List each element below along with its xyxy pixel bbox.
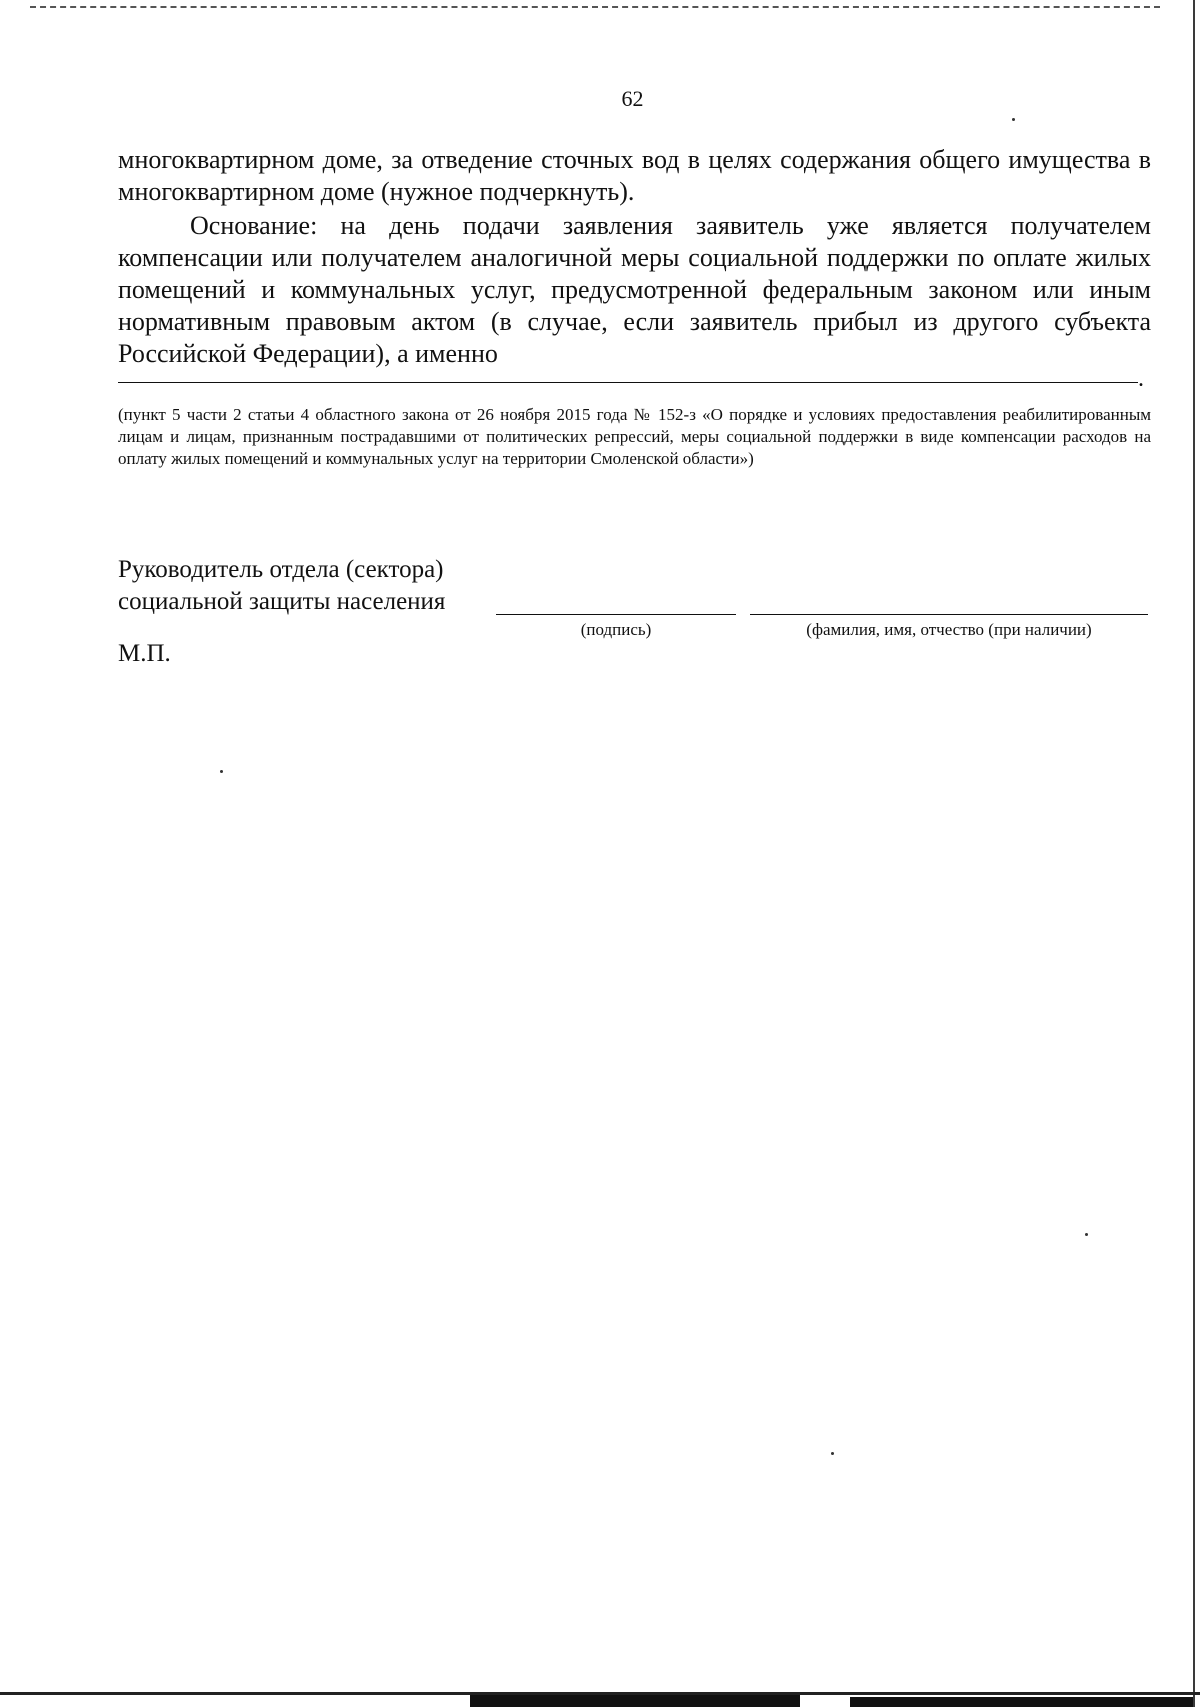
scan-speck: [220, 770, 223, 773]
paragraph-basis: Основание: на день подачи заявления заявитель уже является получателем компенсации или получателем аналогичной меры социальной поддержки по оплате жилых помещений и коммунальных услуг, предусмотренной федеральным законом или иным нормативным правовым актом (в случае, если заявитель прибыл из другого субъекта Российской Федерации), а именно: [118, 211, 1151, 368]
page-number: 62: [621, 86, 644, 111]
scan-edge-top: [30, 6, 1160, 8]
full-name-caption: (фамилия, имя, отчество (при наличии): [806, 620, 1092, 639]
official-title-line1: Руководитель отдела (сектора): [118, 556, 444, 583]
scan-speck: [1012, 118, 1015, 121]
scan-speck: [1085, 1233, 1088, 1236]
stamp-place-label: М.П.: [118, 640, 171, 667]
official-title-line2: социальной защиты населения: [118, 588, 446, 615]
fill-in-line-end: .: [1138, 366, 1144, 392]
signature-caption: (подпись): [580, 620, 652, 639]
paragraph-continuation: многоквартирном доме, за отведение сточных вод в целях содержания общего имущества в многоквартирном доме (нужное подчеркнуть).: [118, 145, 1151, 206]
scan-speck: [831, 1452, 834, 1455]
scan-edge-right: [1193, 0, 1195, 1707]
scan-artifact-bar: [850, 1697, 1193, 1707]
signature-line: [496, 614, 736, 615]
full-name-line: [750, 614, 1148, 615]
legal-reference-footnote: (пункт 5 части 2 статьи 4 областного закона от 26 ноября 2015 года № 152-з «О порядке и условиях предоставления реабилитированным лицам и лицам, признанным пострадавшими от политических репрессий, меры социальной поддержки в виде компенсации расходов на оплату жилых помещений и коммунальных услуг на территории Смоленской области»): [118, 405, 1151, 468]
scan-artifact-bar: [470, 1695, 800, 1707]
fill-in-line: [118, 382, 1138, 383]
